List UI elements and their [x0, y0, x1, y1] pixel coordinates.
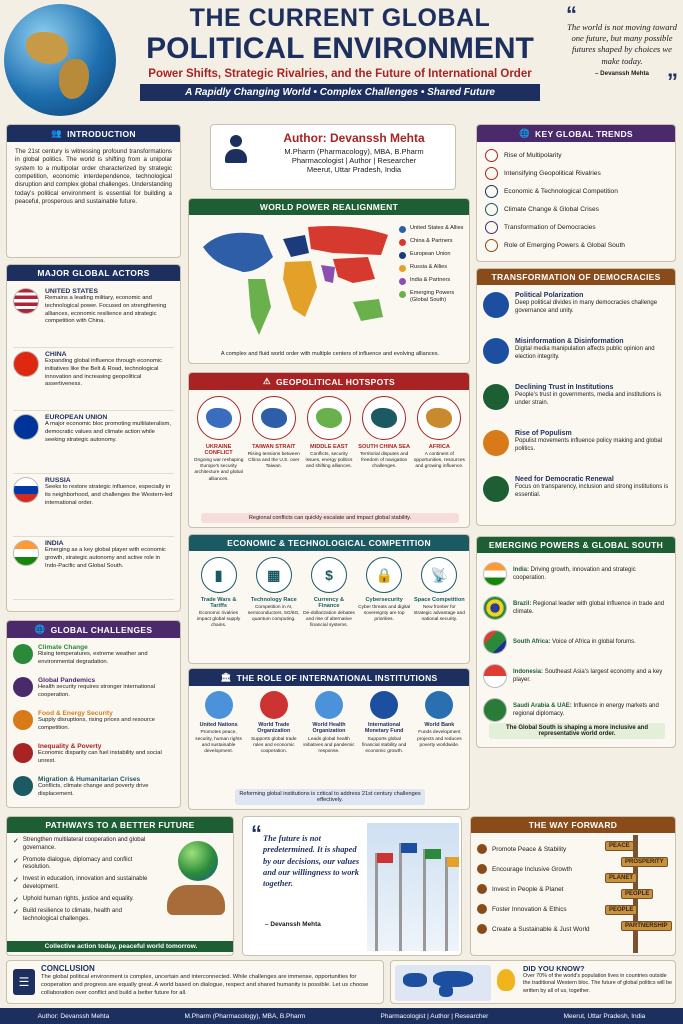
democracy-name: Misinformation & Disinformation — [515, 338, 624, 345]
title-line-1: THE CURRENT GLOBAL — [189, 4, 491, 32]
hotspots-title: GEOPOLITICAL HOTSPOTS — [275, 376, 395, 387]
emerging-text: Southeast Asia's largest economy and a key player. — [513, 668, 663, 683]
usa-flag-icon — [13, 288, 39, 314]
institution-item — [358, 691, 410, 756]
climate-icon — [13, 644, 33, 664]
emerging-text-wrap — [513, 638, 636, 646]
inequality-icon — [13, 743, 33, 763]
pathway-text: Invest in education, innovation and sustainable development. — [22, 876, 148, 890]
hotspot-circle — [252, 396, 296, 440]
author-roles: Pharmacologist | Author | Researcher — [291, 156, 417, 165]
econ-text: De-dollarization debates and rise of alternative financial systems. — [303, 611, 355, 629]
sign-board: PEACE — [605, 841, 634, 851]
check-icon: ✓ — [13, 896, 19, 904]
econ-text: Competition in AI, semiconductors, 5G/6G, quantum computing. — [247, 605, 300, 623]
check-icon: ✓ — [13, 877, 19, 885]
institution-name: World Trade Organization — [257, 722, 291, 735]
intro-title: INTRODUCTION — [67, 128, 136, 139]
actor-item — [13, 537, 174, 600]
quote-open-icon: “ — [566, 2, 577, 27]
legend-swatch — [399, 265, 406, 272]
trend-label: Economic & Technological Competition — [504, 187, 618, 195]
hotspot-circle — [307, 396, 351, 440]
trend-label: Climate Change & Global Crises — [504, 205, 599, 213]
bar-chart-icon: ▮ — [201, 557, 237, 593]
check-icon — [483, 476, 509, 502]
challenge-text: Conflicts, climate change and poverty drive displacement. — [38, 783, 149, 797]
institutions-title: THE ROLE OF INTERNATIONAL INSTITUTIONS — [236, 672, 438, 683]
hotspot-text: Rising tensions between China and the U.S. over Taiwan. — [247, 452, 300, 470]
eu-flag-icon — [13, 414, 39, 440]
challenge-name: Global Pandemics — [38, 677, 96, 684]
trend-item — [485, 182, 667, 200]
institution-text: Supports global trade rules and economic cooperation. — [250, 736, 297, 755]
handshake-icon — [477, 924, 487, 934]
india-flag-icon — [13, 540, 39, 566]
quote-close-icon: ” — [667, 68, 678, 94]
chip-icon: ▦ — [256, 557, 292, 593]
pathway-text: Build resilience to climate, health and technological challenges. — [22, 907, 122, 922]
institution-item — [248, 691, 300, 756]
pathways-title: PATHWAYS TO A BETTER FUTURE — [7, 817, 233, 833]
actor-item — [13, 285, 174, 348]
democracy-name: Political Polarization — [515, 292, 584, 299]
challenge-text: Health security requires stronger international cooperation. — [38, 684, 155, 698]
footer-author: Author: Devanssh Mehta — [37, 1012, 110, 1020]
hotspot-text: Territorial disputes and freedom of navigation challenges. — [360, 452, 409, 470]
econ-name: Cybersecurity — [365, 597, 403, 603]
ukraine-map-icon — [206, 408, 232, 428]
forward-item — [477, 879, 595, 899]
world-map-small — [395, 965, 491, 1001]
challenge-item — [13, 708, 174, 741]
sign-board: PEOPLE — [605, 905, 637, 915]
lightbulb-icon — [477, 904, 487, 914]
pathway-text: Promote dialogue, diplomacy and conflict resolution. — [22, 856, 133, 871]
pathway-item — [13, 896, 151, 904]
challenge-text: Supply disruptions, rising prices and resource competition. — [38, 717, 155, 731]
south-africa-flag-icon — [483, 630, 507, 654]
middle-east-map-icon — [316, 408, 342, 428]
legend-item — [399, 238, 467, 246]
institution-icon: 🏛 — [220, 672, 232, 682]
sign-board: PARTNERSHIP — [621, 921, 672, 931]
institution-text: Funds development projects and reduces poverty worldwide. — [417, 730, 462, 748]
lock-icon: 🔒 — [366, 557, 402, 593]
challenge-text: Economic disparity can fuel instability and social unrest. — [38, 750, 162, 764]
crossed-swords-icon — [485, 167, 498, 180]
emerging-title: EMERGING POWERS & GLOBAL SOUTH — [477, 537, 675, 553]
legend-item — [399, 290, 467, 304]
author-card — [210, 124, 456, 190]
legend-label: China & Partners — [410, 238, 453, 244]
econ-name: Space Competition — [414, 597, 465, 603]
dollar-icon: $ — [311, 557, 347, 593]
who-logo-icon — [315, 691, 343, 719]
econ-text: Cyber threats and digital sovereignty are top priorities. — [358, 605, 411, 623]
imf-logo-icon — [370, 691, 398, 719]
header-banner: A Rapidly Changing World • Complex Challenges • Shared Future — [140, 84, 540, 101]
hotspot-text: Ongoing war reshaping Europe's security architecture and global alliances. — [193, 458, 244, 482]
footer-roles: Pharmacologist | Author | Researcher — [380, 1012, 489, 1020]
quote-author: – Devanssh Mehta — [265, 921, 321, 928]
legend-item — [399, 225, 467, 233]
sign-board: PEOPLE — [621, 889, 653, 899]
democracy-text: Populist movements influence policy making and global politics. — [515, 438, 663, 453]
migration-icon — [13, 776, 33, 796]
india-flag-icon — [483, 562, 507, 586]
challenge-name: Food & Energy Security — [38, 710, 113, 717]
footer-location: Meerut, Uttar Pradesh, India — [563, 1012, 646, 1020]
food-energy-icon — [13, 710, 33, 730]
people-icon: 👥 — [51, 128, 63, 138]
econ-title: ECONOMIC & TECHNOLOGICAL COMPETITION — [189, 535, 469, 551]
actor-text: Expanding global influence through economic initiatives like the Belt & Road, technological innovation and increasing geopolitical assertiveness. — [45, 358, 162, 388]
ship-icon — [371, 408, 397, 428]
polarization-icon — [483, 292, 509, 318]
democracy-item — [483, 473, 669, 519]
world-map — [193, 217, 393, 345]
challenge-name: Migration & Humanitarian Crises — [38, 776, 141, 783]
quote-text: The future is not predetermined. It is shaped by our decisions, our values and our willingness to work together. — [263, 834, 360, 889]
wto-logo-icon — [260, 691, 288, 719]
emerging-text-wrap — [513, 668, 669, 684]
actors-title: MAJOR GLOBAL ACTORS — [7, 265, 180, 281]
did-you-know-panel — [390, 960, 676, 1004]
way-forward-panel — [470, 816, 676, 956]
democracy-text: People's trust in governments, media and institutions is under strain. — [515, 392, 662, 407]
dyk-text: Over 70% of the world's population lives in countries outside the traditional Western bloc. The future of global politics will be written by all of us, together. — [523, 973, 673, 994]
actor-name: UNITED STATES — [45, 288, 98, 295]
actors-panel — [6, 264, 181, 612]
challenge-name: Inequality & Poverty — [38, 743, 102, 750]
check-icon: ✓ — [13, 857, 19, 865]
hotspot-item — [358, 396, 410, 483]
trend-item — [485, 146, 667, 164]
institutions-note: Reforming global institutions is critical to address 21st century challenges effectively. — [235, 789, 425, 805]
institution-text: Leads global health initiatives and pandemic response. — [303, 736, 355, 755]
actor-text: Seeks to restore strategic influence, especially in its neighborhood, and challenges the Western-led international order. — [45, 484, 173, 506]
econ-item — [248, 557, 300, 630]
author-degrees: M.Pharm (Pharmacology), MBA, B.Pharm — [284, 147, 424, 156]
quote-open-icon: “ — [251, 821, 262, 846]
emerging-item — [483, 557, 669, 591]
subtitle: Power Shifts, Strategic Rivalries, and the Future of International Order — [148, 68, 532, 80]
institutions-panel — [188, 668, 470, 810]
header-quote: The world is not moving toward one future, but many possible futures shaped by choices we make today. — [567, 22, 677, 66]
dove-icon — [477, 844, 487, 854]
challenge-text: Rising temperatures, extreme weather and environmental degradation. — [38, 651, 148, 665]
challenge-item — [13, 741, 174, 774]
quote-panel — [242, 816, 462, 956]
hotspot-item — [193, 396, 245, 483]
legend-swatch — [399, 226, 406, 233]
legend-label: India & Partners — [410, 277, 451, 283]
hotspot-circle — [362, 396, 406, 440]
earth-icon — [485, 203, 498, 216]
hotspot-name: SOUTH CHINA SEA — [358, 444, 410, 450]
legend-item — [399, 277, 467, 285]
group-icon — [477, 864, 487, 874]
emerging-text-wrap — [513, 600, 669, 616]
hotspot-text: Conflicts, security issues, energy politics and shifting alliances. — [305, 452, 353, 470]
planet-icon — [477, 884, 487, 894]
legend-swatch — [399, 239, 406, 246]
econ-item — [413, 557, 465, 630]
democracy-item — [483, 427, 669, 473]
globe-image — [4, 4, 116, 116]
institution-name: United Nations — [199, 722, 238, 728]
democracies-title: TRANSFORMATION OF DEMOCRACIES — [477, 269, 675, 285]
forward-item — [477, 839, 595, 859]
conclusion-title: CONCLUSION — [41, 964, 95, 973]
china-flag-icon — [13, 351, 39, 377]
emerging-text: Regional leader with global influence in trade and climate. — [513, 600, 665, 615]
democracy-name: Need for Democratic Renewal — [515, 476, 614, 483]
emerging-text: Influence in energy markets and regional diplomacy. — [513, 702, 659, 717]
institution-name: International Monetary Fund — [364, 722, 404, 735]
pathway-text: Uphold human rights, justice and equality. — [22, 895, 134, 902]
forward-label: Promote Peace & Stability — [492, 845, 567, 853]
globe-icon: 🌐 — [519, 128, 531, 138]
author-location: Meerut, Uttar Pradesh, India — [306, 165, 402, 174]
forward-label: Create a Sustainable & Just World — [492, 925, 590, 933]
pathway-text: Strengthen multilateral cooperation and global governance. — [22, 837, 146, 851]
trend-label: Transformation of Democracies — [504, 223, 596, 231]
hotspots-panel — [188, 372, 470, 528]
trends-panel — [476, 124, 676, 262]
institution-item — [193, 691, 245, 756]
actor-item — [13, 474, 174, 537]
world-map-panel — [188, 198, 470, 364]
footer-degrees: M.Pharm (Pharmacology), MBA, B.Pharm — [184, 1012, 306, 1020]
hotspot-name: TAIWAN STRAIT — [252, 444, 296, 450]
saudi-flag-icon — [483, 698, 507, 722]
econ-text: New frontier for strategic advantage and national security. — [413, 605, 465, 623]
people-icon — [483, 430, 509, 456]
introduction-panel — [6, 124, 181, 258]
emerging-name: India: — [513, 566, 529, 573]
democracy-name: Rise of Populism — [515, 430, 572, 437]
democracy-item — [483, 381, 669, 427]
check-icon: ✓ — [13, 908, 19, 916]
trend-item — [485, 218, 667, 236]
actor-name: EUROPEAN UNION — [45, 414, 108, 421]
forward-item — [477, 899, 595, 919]
author-name: Author: Devanssh Mehta — [283, 131, 425, 145]
actor-text: A major economic bloc promoting multilateralism, democratic values and climate action while seeking strategic autonomy. — [45, 421, 171, 443]
legend-item — [399, 251, 467, 259]
emerging-item — [483, 591, 669, 625]
circuit-icon — [485, 185, 498, 198]
actor-name: RUSSIA — [45, 477, 71, 484]
institution-item — [413, 691, 465, 756]
sign-board: PROSPERITY — [621, 857, 668, 867]
institution-item — [303, 691, 355, 756]
map-title: WORLD POWER REALIGNMENT — [189, 199, 469, 215]
actor-item — [13, 348, 174, 411]
democracy-name: Declining Trust in Institutions — [515, 384, 614, 391]
econ-panel — [188, 534, 470, 664]
emerging-item — [483, 659, 669, 693]
indonesia-flag-icon — [483, 664, 507, 688]
challenges-panel — [6, 620, 181, 808]
democracies-panel — [476, 268, 676, 526]
emerging-item — [483, 693, 669, 727]
legend-label: United States & Allies — [410, 225, 464, 231]
document-icon: ☰ — [13, 969, 35, 995]
russia-flag-icon — [13, 477, 39, 503]
econ-name: Currency & Finance — [313, 597, 345, 609]
emerging-note: The Global South is shaping a more inclusive and representative world order. — [489, 723, 665, 739]
warning-icon: ⚠ — [263, 376, 271, 386]
ballot-icon — [485, 221, 498, 234]
institution-text: Supports global financial stability and economic growth. — [362, 736, 407, 755]
legend-label: European Union — [410, 251, 451, 257]
challenges-title: GLOBAL CHALLENGES — [50, 624, 153, 635]
conclusion-panel — [6, 960, 384, 1004]
emerging-name: Indonesia: — [513, 668, 544, 675]
legend-swatch — [399, 252, 406, 259]
legend-swatch — [399, 278, 406, 285]
actor-name: CHINA — [45, 351, 67, 358]
dyk-title: DID YOU KNOW? — [523, 964, 585, 973]
forward-title: THE WAY FORWARD — [471, 817, 675, 833]
map-caption: A complex and fluid world order with multiple centers of influence and evolving alliances. — [220, 351, 440, 357]
actor-item — [13, 411, 174, 474]
econ-item — [358, 557, 410, 630]
forward-label: Foster Innovation & Ethics — [492, 905, 567, 913]
pathway-item — [13, 908, 151, 924]
econ-item — [303, 557, 355, 630]
emerging-text: Voice of Africa in global forums. — [552, 638, 636, 645]
actor-text: Remains a leading military, economic and technological power. Focused on strengthening alliances, economic resilience and strategic competition with China. — [45, 295, 167, 325]
emerging-name: Brazil: — [513, 600, 532, 607]
forward-item — [477, 859, 595, 879]
network-icon — [485, 149, 498, 162]
trend-label: Role of Emerging Powers & Global South — [504, 241, 625, 249]
hotspot-name: AFRICA — [428, 444, 450, 450]
trend-label: Intensifying Geopolitical Rivalries — [504, 169, 601, 177]
title-line-2: POLITICAL ENVIRONMENT — [146, 32, 534, 65]
trend-item — [485, 236, 667, 254]
hotspot-circle — [197, 396, 241, 440]
emerging-text-wrap — [513, 566, 669, 582]
forward-item — [477, 919, 595, 939]
emerging-text-wrap — [513, 702, 669, 718]
challenge-item — [13, 774, 174, 807]
hotspot-name: MIDDLE EAST — [310, 444, 348, 450]
pathways-footer: Collective action today, peaceful world tomorrow. — [7, 941, 234, 952]
lightbulb-icon — [497, 969, 515, 991]
democracy-text: Deep political divides in many democracies challenge governance and unity. — [515, 300, 658, 315]
intro-text: The 21st century is witnessing profound transformations in global politics. The world is shifting from a unipolar system to a multipolar order characterized by strategic competition, economic interdependence, technological disruption and complex global challenges. Understanding today's political environment is essential for building a peaceful, prosperous and sustainable future. — [15, 148, 172, 206]
emerging-panel — [476, 536, 676, 748]
hands-globe-image — [167, 841, 229, 921]
hotspot-item — [248, 396, 300, 483]
legend-label: Russia & Allies — [410, 264, 447, 270]
challenge-item — [13, 642, 174, 675]
econ-name: Technology Race — [250, 597, 297, 603]
democracy-item — [483, 289, 669, 335]
trend-label: Rise of Multipolarity — [504, 151, 562, 159]
forward-label: Invest in People & Planet — [492, 885, 564, 893]
globe-icon: 🌐 — [34, 624, 46, 634]
democracy-text: Focus on transparency, inclusion and strong institutions is essential. — [515, 484, 669, 499]
hotspot-circle — [417, 396, 461, 440]
check-icon: ✓ — [13, 838, 19, 845]
institution-name: World Health Organization — [312, 722, 346, 735]
hotspot-item — [303, 396, 355, 483]
pathway-item — [13, 876, 151, 892]
challenge-name: Climate Change — [38, 644, 88, 651]
legend-item — [399, 264, 467, 272]
globe-hands-icon — [485, 239, 498, 252]
legend-swatch — [399, 291, 406, 298]
conclusion-text: The global political environment is complex, uncertain and interconnected. While challenges are immense, opportunities for cooperation and progress are equally great. A world based on dialogue, respect and shared humanity is possible. Let us choose collaboration over conflict and build a better future for all. — [41, 974, 369, 996]
footer-bar — [0, 1008, 683, 1024]
emerging-text: Driving growth, innovation and strategic cooperation. — [513, 566, 636, 581]
econ-item — [193, 557, 245, 630]
trends-title: KEY GLOBAL TRENDS — [535, 128, 633, 139]
hotspots-note: Regional conflicts can quickly escalate and impact global stability. — [201, 513, 459, 523]
signpost — [603, 835, 675, 955]
pathway-item — [13, 837, 151, 853]
world-bank-logo-icon — [425, 691, 453, 719]
challenge-item — [13, 675, 174, 708]
emerging-name: South Africa: — [513, 638, 551, 645]
econ-text: Economic rivalries impact global supply chains. — [196, 611, 241, 629]
trend-item — [485, 164, 667, 182]
institution-icon — [483, 384, 509, 410]
institution-text: Promotes peace, security, human rights and sustainable development. — [195, 730, 242, 755]
econ-name: Trade Wars & Tariffs — [200, 597, 237, 609]
legend-label: Emerging Powers (Global South) — [410, 290, 455, 303]
emerging-name: Saudi Arabia & UAE: — [513, 702, 572, 709]
hotspot-item — [413, 396, 465, 483]
actor-name: INDIA — [45, 540, 64, 547]
africa-map-icon — [426, 408, 452, 428]
hotspot-name: UKRAINE CONFLICT — [204, 444, 233, 456]
hotspot-text: A continent of opportunities, resources and growing influence. — [413, 452, 465, 470]
emerging-item — [483, 625, 669, 659]
person-icon — [225, 135, 247, 165]
satellite-icon: 📡 — [421, 557, 457, 593]
trend-item — [485, 200, 667, 218]
democracy-item — [483, 335, 669, 381]
sign-board: PLANET — [605, 873, 637, 883]
megaphone-icon — [483, 338, 509, 364]
pathways-panel — [6, 816, 234, 956]
virus-icon — [13, 677, 33, 697]
header-quote-author: – Devanssh Mehta — [595, 69, 649, 77]
forward-label: Encourage Inclusive Growth — [492, 865, 572, 873]
taiwan-map-icon — [261, 408, 287, 428]
un-logo-icon — [205, 691, 233, 719]
democracy-text: Digital media manipulation affects public opinion and election integrity. — [515, 346, 655, 361]
brazil-flag-icon — [483, 596, 507, 620]
flags-image — [367, 823, 459, 951]
actor-text: Emerging as a key global player with economic growth, strategic autonomy and active role in Indo-Pacific and Global South. — [45, 547, 166, 569]
pathway-item — [13, 857, 151, 873]
institution-name: World Bank — [424, 722, 455, 728]
